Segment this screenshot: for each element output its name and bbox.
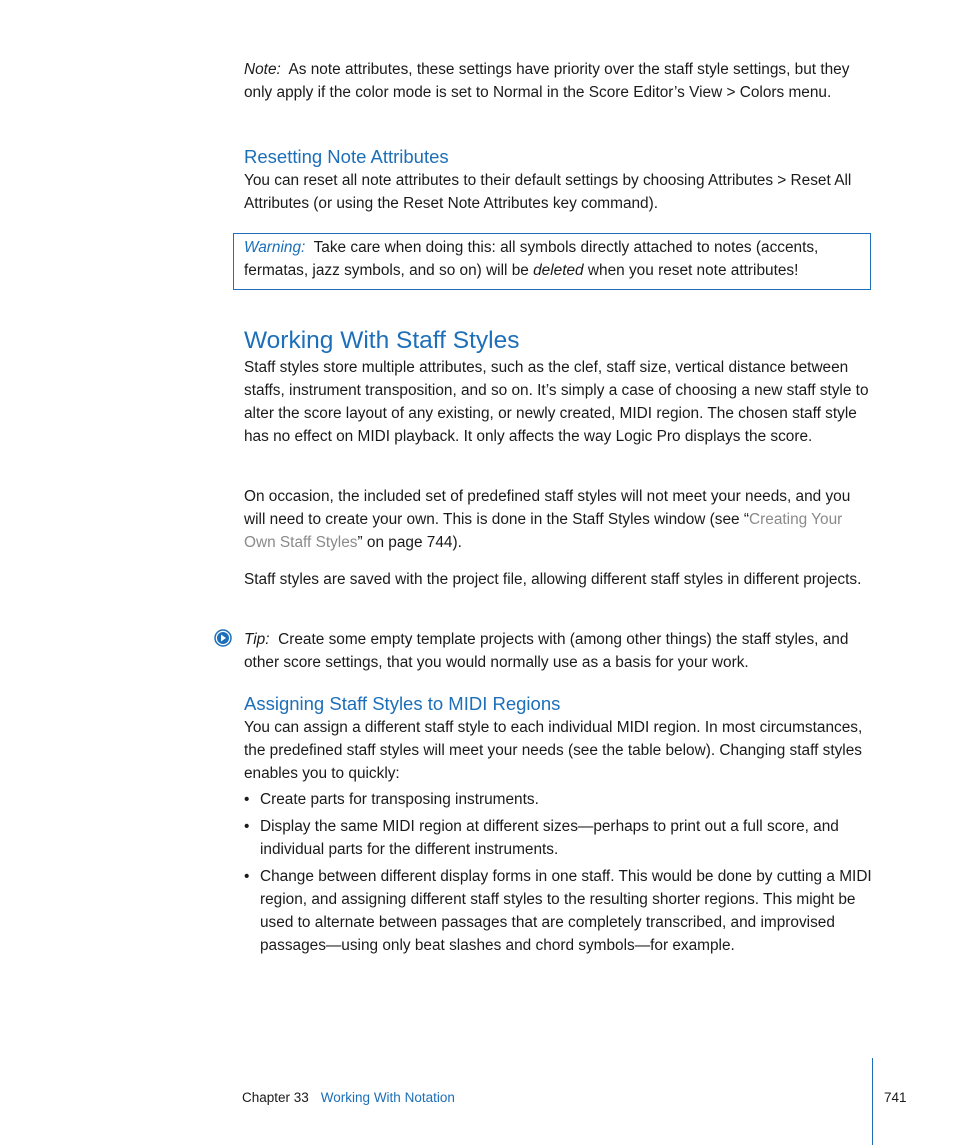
footer-chapter-number: Chapter 33 (242, 1090, 309, 1105)
tip-arrow-icon (214, 629, 232, 647)
tip-label: Tip: (244, 631, 270, 648)
list-item: • Create parts for transposing instruments. (244, 788, 874, 811)
warning-paragraph (244, 236, 859, 282)
list-item: • Change between different display forms in one staff. This would be done by cutting a MIDI region, and assigning different staff styles to the resulting shorter regions. This might be used to alternate between passages that are completely transcribed, and improvised passages—using only beat slashes and chord symbols—for example. (244, 865, 874, 957)
note-text: As note attributes, these settings have priority over the staff style settings, but they only apply if the color mode is set to Normal in the Score Editor’s View > Colors menu. (244, 61, 850, 101)
note-paragraph (244, 58, 874, 104)
working-para2-before: On occasion, the included set of predefined staff styles will not meet your needs, and you will need to create your own. This is done in the Staff Styles window (see “ (244, 488, 851, 528)
list-item: • Display the same MIDI region at different sizes—perhaps to print out a full score, and individual parts for the different instruments. (244, 815, 874, 861)
warning-emphasis: deleted (533, 262, 584, 279)
assigning-bullet-list (244, 788, 874, 961)
page-number: 741 (884, 1090, 907, 1105)
warning-label: Warning: (244, 239, 306, 256)
warning-text-before: Take care when doing this: all symbols directly attached to notes (accents, fermatas, jazz symbols, and so on) will be (244, 239, 819, 279)
footer-divider (872, 1058, 873, 1145)
warning-box (233, 233, 871, 290)
working-para3: Staff styles are saved with the project file, allowing different staff styles in different projects. (244, 571, 862, 588)
footer-chapter-title[interactable]: Working With Notation (320, 1090, 455, 1105)
resetting-heading: Resetting Note Attributes (244, 146, 449, 167)
working-para1: Staff styles store multiple attributes, such as the clef, staff size, vertical distance between staffs, instrument transposition, and so on. It’s simply a case of choosing a new staff style to alter the score layout of any existing, or newly created, MIDI region. The chosen staff style has no effect on MIDI playback. It only affects the way Logic Pro displays the score. (244, 359, 869, 445)
working-para2 (244, 485, 874, 554)
creating-staff-styles-link[interactable]: Creating Your Own Staff Styles (244, 511, 843, 551)
assigning-intro: You can assign a different staff style to each individual MIDI region. In most circumstances, the predefined staff styles will meet your needs (see the table below). Changing staff styles enables you to quickly: (244, 719, 863, 782)
working-para2-after: ” on page 744). (357, 534, 462, 551)
working-heading: Working With Staff Styles (244, 327, 520, 354)
footer-chapter (242, 1089, 455, 1107)
assigning-heading: Assigning Staff Styles to MIDI Regions (244, 693, 561, 714)
tip-paragraph (244, 628, 874, 674)
tip-text: Create some empty template projects with (among other things) the staff styles, and other score settings, that you would normally use as a basis for your work. (244, 631, 849, 671)
note-label: Note: (244, 61, 281, 78)
resetting-text: You can reset all note attributes to their default settings by choosing Attributes > Reset All Attributes (or using the Reset Note Attributes key command). (244, 172, 852, 212)
warning-text-after: when you reset note attributes! (587, 262, 799, 279)
